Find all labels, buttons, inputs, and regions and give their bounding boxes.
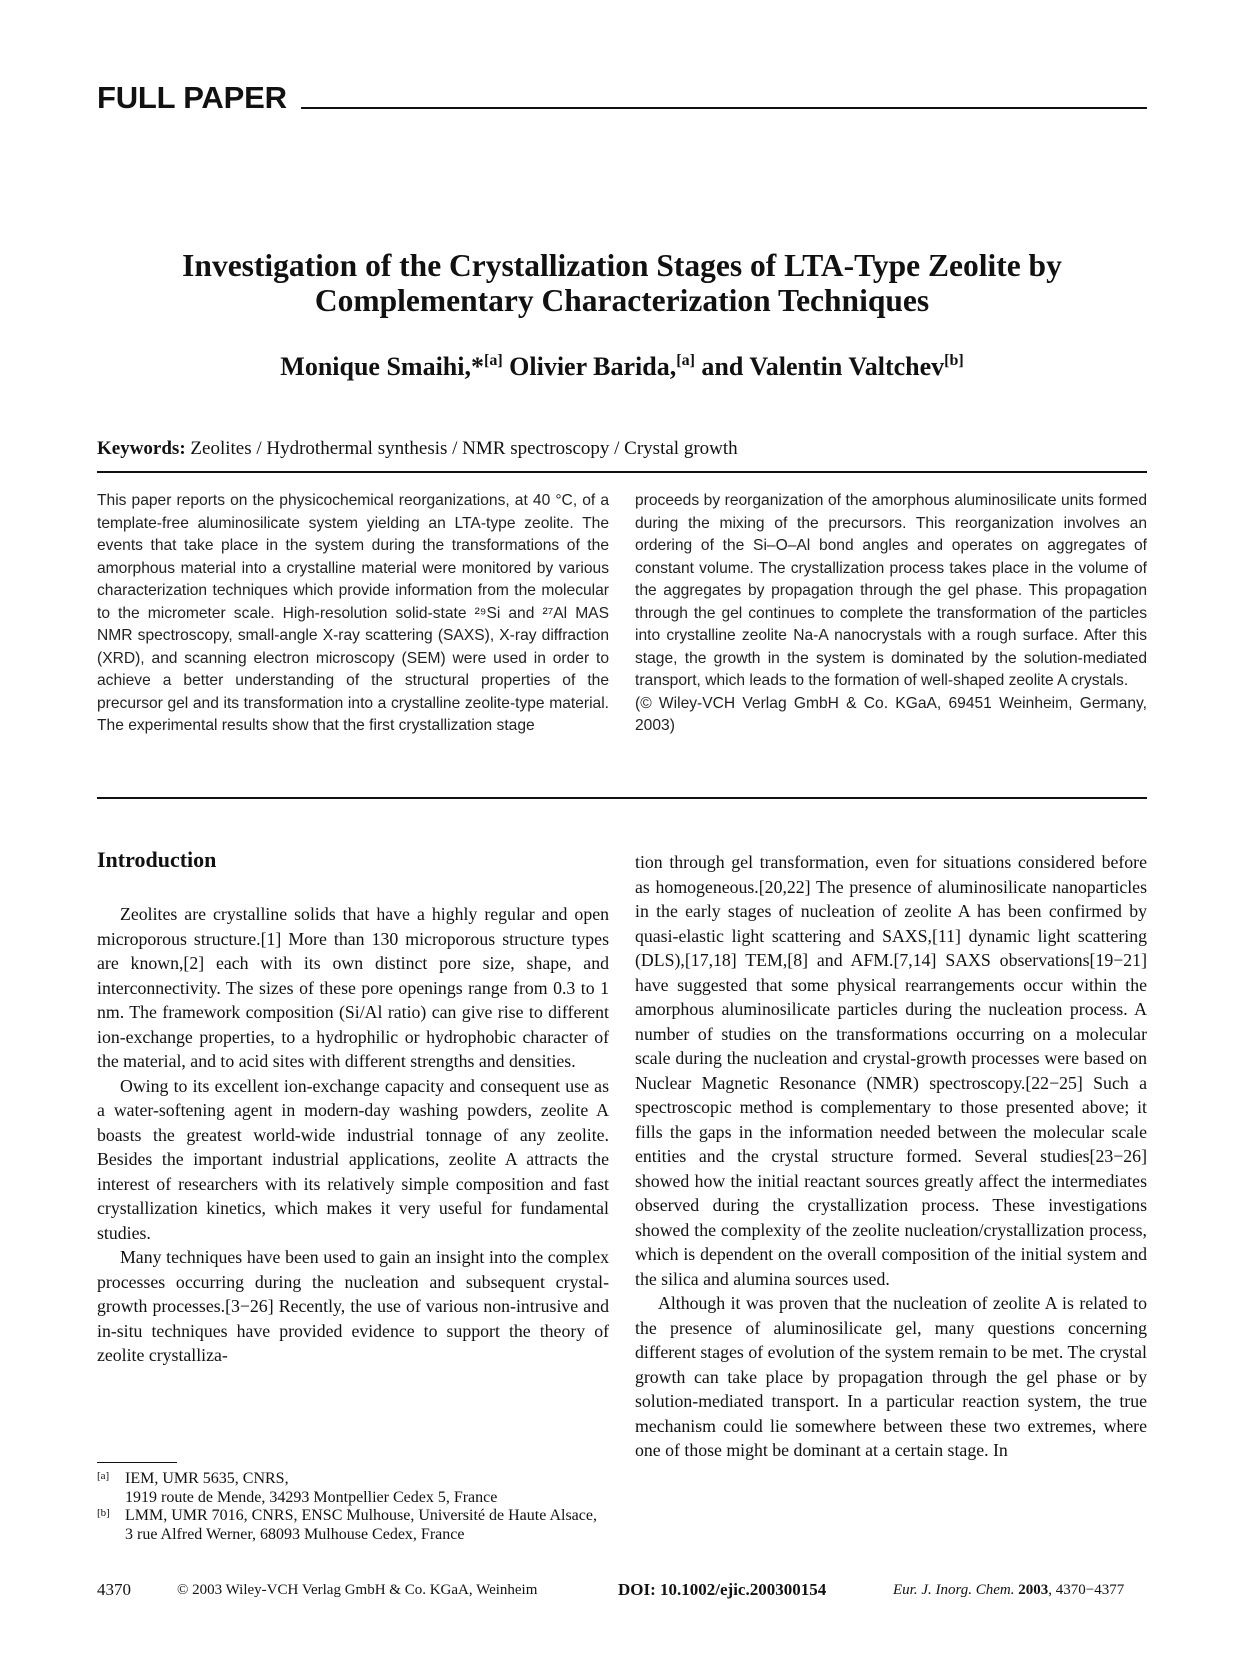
- author-name: Olivier Barida,: [509, 352, 677, 381]
- body-paragraph: Although it was proven that the nucleation of zeolite A is related to the presence of aluminosilicate gel, many questions concerning different stages of evolution of the system remain to be met. The crystal growth can take place by propagation through the gel phase or by solution-mediated transport. In a particular reaction system, the true mechanism could lie somewhere between these two extremes, where one of those might be dominant at a certain stage. In: [635, 1293, 1147, 1460]
- section-label: FULL PAPER: [97, 80, 287, 115]
- abstract-left-column: [97, 490, 609, 738]
- journal-citation: [893, 1582, 1124, 1599]
- author-list: [97, 352, 1147, 382]
- footnote-rule: [97, 1462, 177, 1463]
- body-paragraph: tion through gel transformation, even for situations considered before as homogeneous.[20,22] The presence of aluminosilicate nanoparticles in the early stages of nucleation of zeolite A has been confirmed by quasi-elastic light scattering and SAXS,[11] dynamic light scattering (DLS),[17,18] TEM,[8] and AFM.[7,14] SAXS observations[19−21] have suggested that some physical rearrangements occur within the amorphous aluminosilicate particles during the nucleation process. A number of studies on the transformations occurring on a molecular scale during the nucleation and crystal-growth processes were based on Nuclear Magnetic Resonance (NMR) spectroscopy.[22−25] Such a spectroscopic method is complementary to those presented above; it fills the gaps in the information needed between the molecular scale entities and the crystal structure formed. Several studies[23−26] showed how the initial reactant sources greatly affect the intermediates observed during the crystallization process. These investigations showed the complexity of the zeolite nucleation/crystallization process, which is dependent on the overall composition of the initial system and the silica and alumina sources used.: [635, 852, 1147, 1289]
- body-paragraph: Zeolites are crystalline solids that have a highly regular and open microporous structure.[1] More than 130 microporous structure types are known,[2] each with its own distinct pore size, shape, and interconnectivity. The sizes of these pore openings range from 0.3 to 1 nm. The framework composition (Si/Al ratio) can give rise to different ion-exchange properties, to a hydrophilic or hydrophobic character of the material, and to acid sites with different strengths and densities.: [97, 904, 609, 1071]
- header-rule: [301, 107, 1147, 109]
- abstract-text: proceeds by reorganization of the amorphous aluminosilicate units formed during the mixing of the precursors. This reorganization involves an ordering of the Si–O–Al bond angles and operates on aggregates of constant volume. The crystallization process takes place in the volume of the aggregates by propagation through the gel phase. This propagation through the gel continues to complete the transformation of the particles into crystalline zeolite Na-A nanocrystals with a rough surface. After this stage, the growth in the system is dominated by the solution-mediated transport, which leads to the formation of well-shaped zeolite A crystals.: [635, 492, 1147, 689]
- author-affiliation-mark: [b]: [944, 352, 964, 369]
- journal-pages: , 4370−4377: [1048, 1582, 1125, 1598]
- affiliation-footnotes: [97, 1470, 609, 1544]
- body-right-column: [635, 850, 1147, 1463]
- introduction-heading: Introduction: [97, 847, 217, 872]
- author-affiliation-mark: [a]: [484, 352, 503, 369]
- footnote-mark: [b]: [97, 1507, 110, 1519]
- abstract-copyright: (© Wiley-VCH Verlag GmbH & Co. KGaA, 69451 Weinheim, Germany, 2003): [635, 694, 1147, 734]
- paper-title: Investigation of the Crystallization Stages of LTA-Type Zeolite by Complementary Characterization Techniques: [182, 248, 1062, 318]
- footnote: [97, 1507, 609, 1544]
- footnote-line: IEM, UMR 5635, CNRS,: [125, 1470, 289, 1487]
- page-number: 4370: [97, 1580, 131, 1599]
- footnote-mark: [a]: [97, 1470, 110, 1482]
- body-left-column: [97, 902, 609, 1368]
- author-separator: and: [694, 352, 750, 381]
- abstract-right-column: [635, 490, 1147, 738]
- footnote: [97, 1470, 609, 1507]
- author-name: Monique Smaihi,*: [280, 352, 484, 381]
- doi-link[interactable]: DOI: 10.1002/ejic.200300154: [618, 1580, 827, 1599]
- keywords: [97, 438, 1147, 460]
- journal-name: Eur. J. Inorg. Chem.: [893, 1582, 1015, 1598]
- body-paragraph: Owing to its excellent ion-exchange capacity and consequent use as a water-softening agent in modern-day washing powders, zeolite A boasts the greatest world-wide industrial tonnage of any zeolite. Besides the important industrial applications, zeolite A attracts the interest of researchers with its relatively simple composition and fast crystallization kinetics, which makes it very useful for fundamental studies.: [97, 1075, 609, 1243]
- keywords-text: Zeolites / Hydrothermal synthesis / NMR spectroscopy / Crystal growth: [190, 438, 738, 459]
- abstract-text: This paper reports on the physicochemical reorganizations, at 40 °C, of a template-free aluminosilicate system yielding an LTA-type zeolite. The events that take place in the system during the transformations of the amorphous material into a crystalline material were monitored by various characterization techniques which provide information from the molecular to the micrometer scale. High-resolution solid-state ²⁹Si and ²⁷Al MAS NMR spectroscopy, small-angle X-ray scattering (SAXS), X-ray diffraction (XRD), and scanning electron microscopy (SEM) were used in order to achieve a better understanding of the structural properties of the precursor gel and its transformation into a crystalline zeolite-type material. The experimental results show that the first crystallization stage: [97, 492, 609, 734]
- footnote-line: LMM, UMR 7016, CNRS, ENSC Mulhouse, Université de Haute Alsace,: [125, 1507, 597, 1524]
- body-paragraph: Many techniques have been used to gain an insight into the complex processes occurring during the nucleation and subsequent crystal-growth processes.[3−26] Recently, the use of various non-intrusive and in-situ techniques have provided evidence to support the theory of zeolite crystalliza-: [97, 1247, 609, 1365]
- journal-year: 2003: [1018, 1582, 1049, 1598]
- footer-copyright: © 2003 Wiley-VCH Verlag GmbH & Co. KGaA, Weinheim: [177, 1582, 538, 1598]
- footnote-line: 1919 route de Mende, 34293 Montpellier Cedex 5, France: [125, 1488, 498, 1506]
- author-name: Valentin Valtchev: [749, 352, 945, 381]
- keywords-label: Keywords:: [97, 438, 186, 459]
- abstract-top-rule: [97, 471, 1147, 473]
- abstract-bottom-rule: [97, 797, 1147, 799]
- author-affiliation-mark: [a]: [676, 352, 695, 369]
- footnote-line: 3 rue Alfred Werner, 68093 Mulhouse Cedex, France: [125, 1525, 465, 1543]
